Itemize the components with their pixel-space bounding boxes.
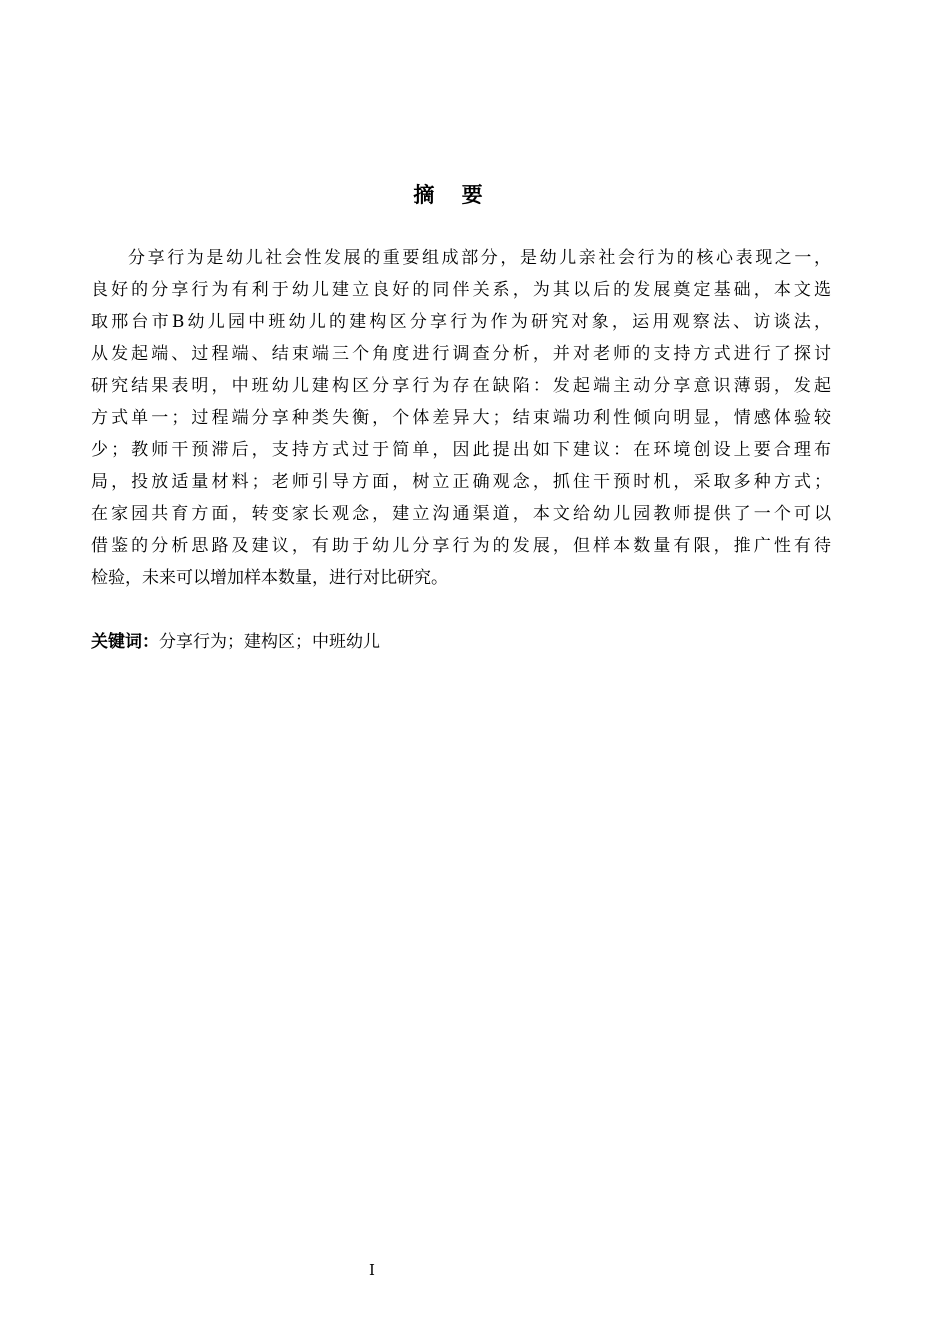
abstract-line-11: 检验，未来可以增加样本数量，进行对比研究。 [91,568,448,588]
abstract-line-2: 良好的分享行为有利于幼儿建立良好的同伴关系，为其以后的发展奠定基础，本文选 [91,280,831,300]
abstract-line-4: 从发起端、过程端、结束端三个角度进行调查分析，并对老师的支持方式进行了探讨 [91,344,831,364]
abstract-title: 摘 要 [413,183,493,207]
abstract-line-10: 借鉴的分析思路及建议，有助于幼儿分享行为的发展，但样本数量有限，推广性有待 [91,536,831,556]
abstract-line-6: 方式单一；过程端分享种类失衡，个体差异大；结束端功利性倾向明显，情感体验较 [91,408,831,428]
abstract-line-8: 局，投放适量材料；老师引导方面，树立正确观念，抓住干预时机，采取多种方式； [91,472,831,492]
abstract-line-9: 在家园共育方面，转变家长观念，建立沟通渠道，本文给幼儿园教师提供了一个可以 [91,504,831,524]
abstract-line-1: 分享行为是幼儿社会性发展的重要组成部分，是幼儿亲社会行为的核心表现之一， [128,248,831,268]
abstract-line-7: 少；教师干预滞后，支持方式过于简单，因此提出如下建议：在环境创设上要合理布 [91,440,831,460]
page-number: I [369,1261,375,1279]
abstract-body [91,242,831,594]
keywords [91,626,380,658]
keywords-value: 分享行为；建构区；中班幼儿 [159,632,380,652]
abstract-line-3: 取邢台市B幼儿园中班幼儿的建构区分享行为作为研究对象，运用观察法、访谈法， [91,312,831,332]
abstract-line-5: 研究结果表明，中班幼儿建构区分享行为存在缺陷：发起端主动分享意识薄弱，发起 [91,376,831,396]
keywords-label: 关键词： [91,632,159,652]
